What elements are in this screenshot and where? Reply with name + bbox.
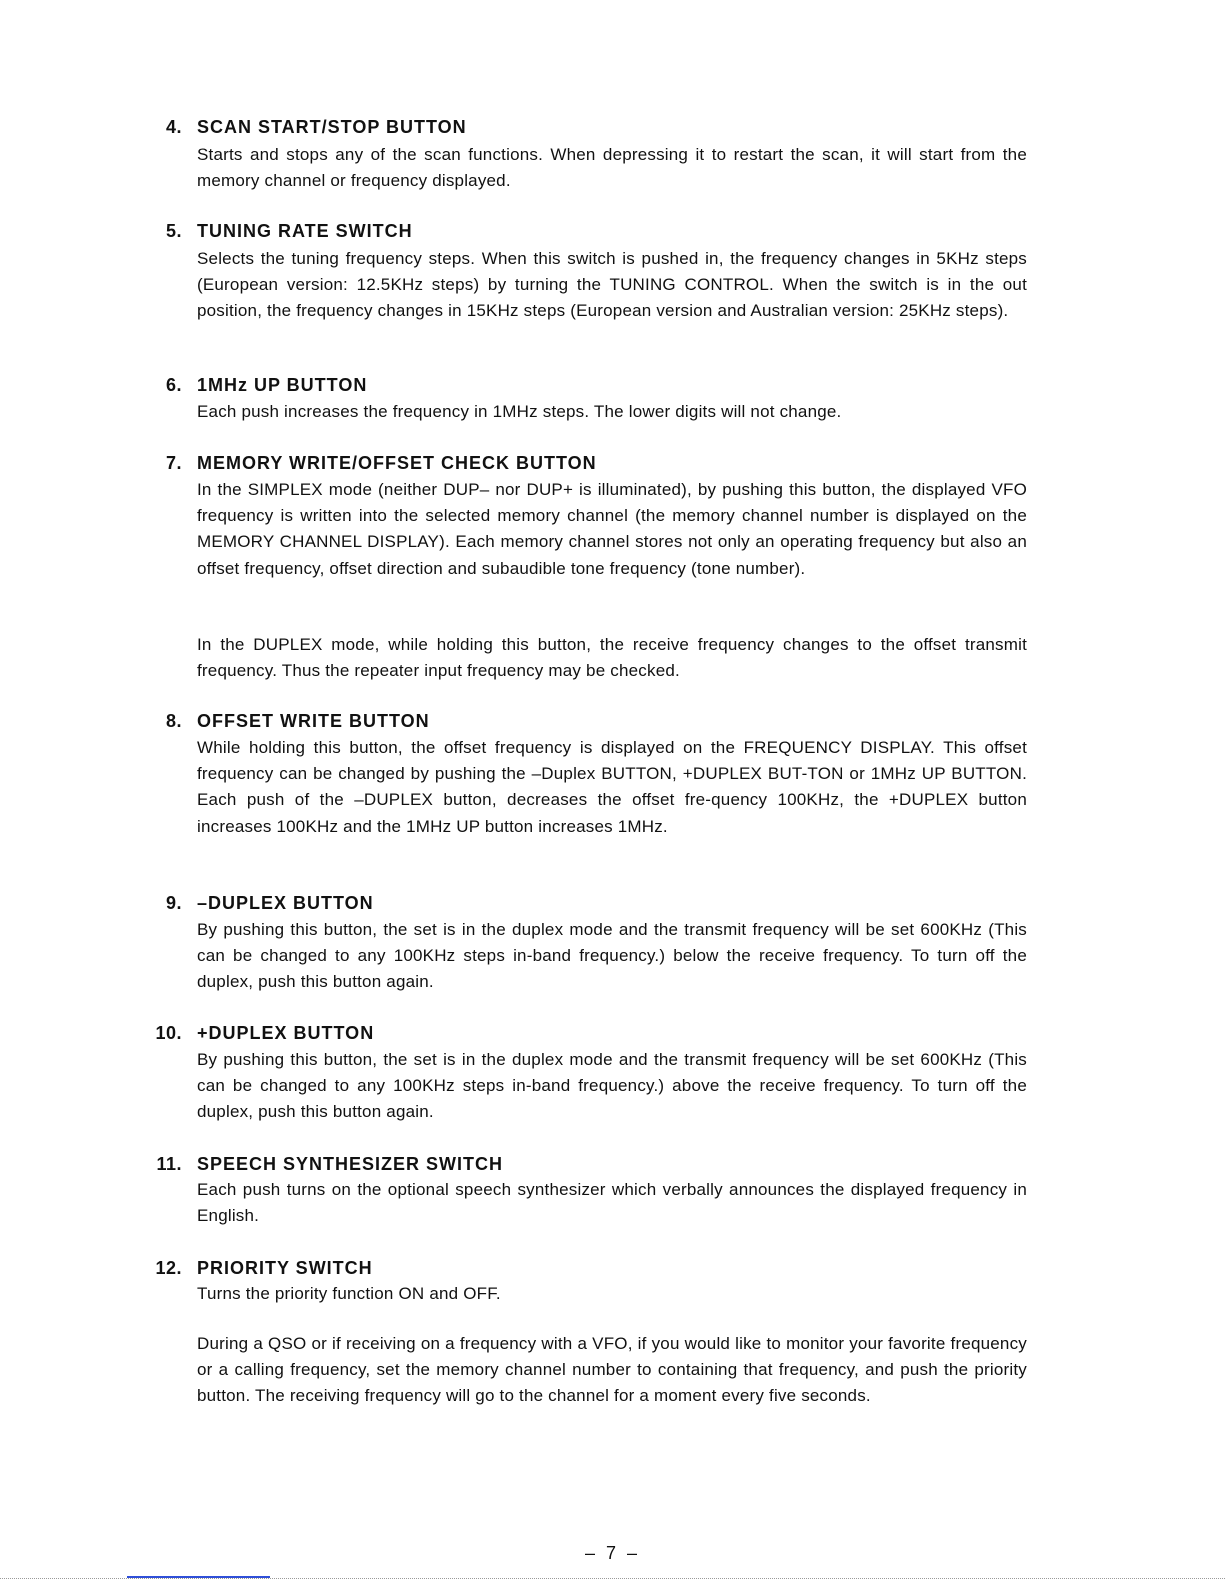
section-paragraph: In the SIMPLEX mode (neither DUP– nor DUP+ is illuminated), by pushing this button, the displayed VFO frequency is written into the selected memory channel (the memory channel number is displayed on the MEMORY CHANNEL DISPLAY). Each memory channel stores not only an operating frequency but also an offset frequency, offset direction and subaudible tone frequency (tone number). (197, 480, 1027, 578)
section-number: 8. (165, 711, 182, 731)
section-number: 5. (165, 221, 182, 241)
section-title: PRIORITY SWITCH (197, 1258, 373, 1278)
section-number: 11. (156, 1154, 182, 1174)
section-title: TUNING RATE SWITCH (197, 221, 413, 241)
section-paragraph: Each push increases the frequency in 1MHz steps. The lower digits will not change. (197, 402, 842, 421)
page-number: – 7 – (584, 1543, 641, 1563)
section-number: 7. (165, 453, 182, 473)
section-title: SPEECH SYNTHESIZER SWITCH (197, 1154, 504, 1174)
scan-edge-mark (127, 1576, 270, 1578)
section-title: MEMORY WRITE/OFFSET CHECK BUTTON (197, 453, 597, 473)
section-title: 1MHz UP BUTTON (197, 375, 368, 395)
section-number: 4. (165, 117, 182, 137)
section-paragraph: By pushing this button, the set is in the duplex mode and the transmit frequency will be set 600KHz (This can be changed to any 100KHz steps in-band frequency.) below the receive frequency. To turn off the duplex, push this button again. (197, 920, 1027, 992)
section-paragraph: Starts and stops any of the scan functions. When depressing it to restart the scan, it will start from the memory channel or frequency displayed. (197, 145, 1027, 191)
section-number: 12. (155, 1258, 182, 1278)
scan-edge-divider (0, 1578, 1225, 1579)
section-paragraph: Turns the priority function ON and OFF. (197, 1284, 501, 1303)
section-number: 10. (155, 1023, 182, 1043)
section-title: SCAN START/STOP BUTTON (197, 117, 467, 137)
section-paragraph: During a QSO or if receiving on a frequency with a VFO, if you would like to monitor your favorite frequency or a calling frequency, set the memory channel number to containing that frequency, and push the priority button. The receiving frequency will go to the channel for a moment every five seconds. (197, 1334, 1027, 1406)
section-paragraph: Each push turns on the optional speech synthesizer which verbally announces the displayed frequency in English. (197, 1180, 1027, 1226)
section-paragraph: By pushing this button, the set is in the duplex mode and the transmit frequency will be set 600KHz (This can be changed to any 100KHz steps in-band frequency.) above the receive frequency. To turn off the duplex, push this button again. (197, 1050, 1027, 1122)
section-number: 9. (165, 893, 182, 913)
section-paragraph: Selects the tuning frequency steps. When this switch is pushed in, the frequency changes in 5KHz steps (European version: 12.5KHz steps) by turning the TUNING CONTROL. When the switch is in the out position, the frequency changes in 15KHz steps (European version and Australian version: 25KHz steps). (197, 249, 1027, 321)
section-title: –DUPLEX BUTTON (197, 893, 374, 913)
section-paragraph: While holding this button, the offset frequency is displayed on the FREQUENCY DISPLAY. This offset frequency can be changed by pushing the –Duplex BUTTON, +DUPLEX BUT-TON or 1MHz UP BUTTON. Each push of the –DUPLEX button, decreases the offset fre-quency 100KHz, the +DUPLEX button increases 100KHz and the 1MHz UP button increases 1MHz. (197, 738, 1027, 836)
section-number: 6. (165, 375, 182, 395)
section-title: +DUPLEX BUTTON (197, 1023, 375, 1043)
section-title: OFFSET WRITE BUTTON (197, 711, 430, 731)
section-paragraph: In the DUPLEX mode, while holding this button, the receive frequency changes to the offset transmit frequency. Thus the repeater input frequency may be checked. (197, 635, 1027, 681)
